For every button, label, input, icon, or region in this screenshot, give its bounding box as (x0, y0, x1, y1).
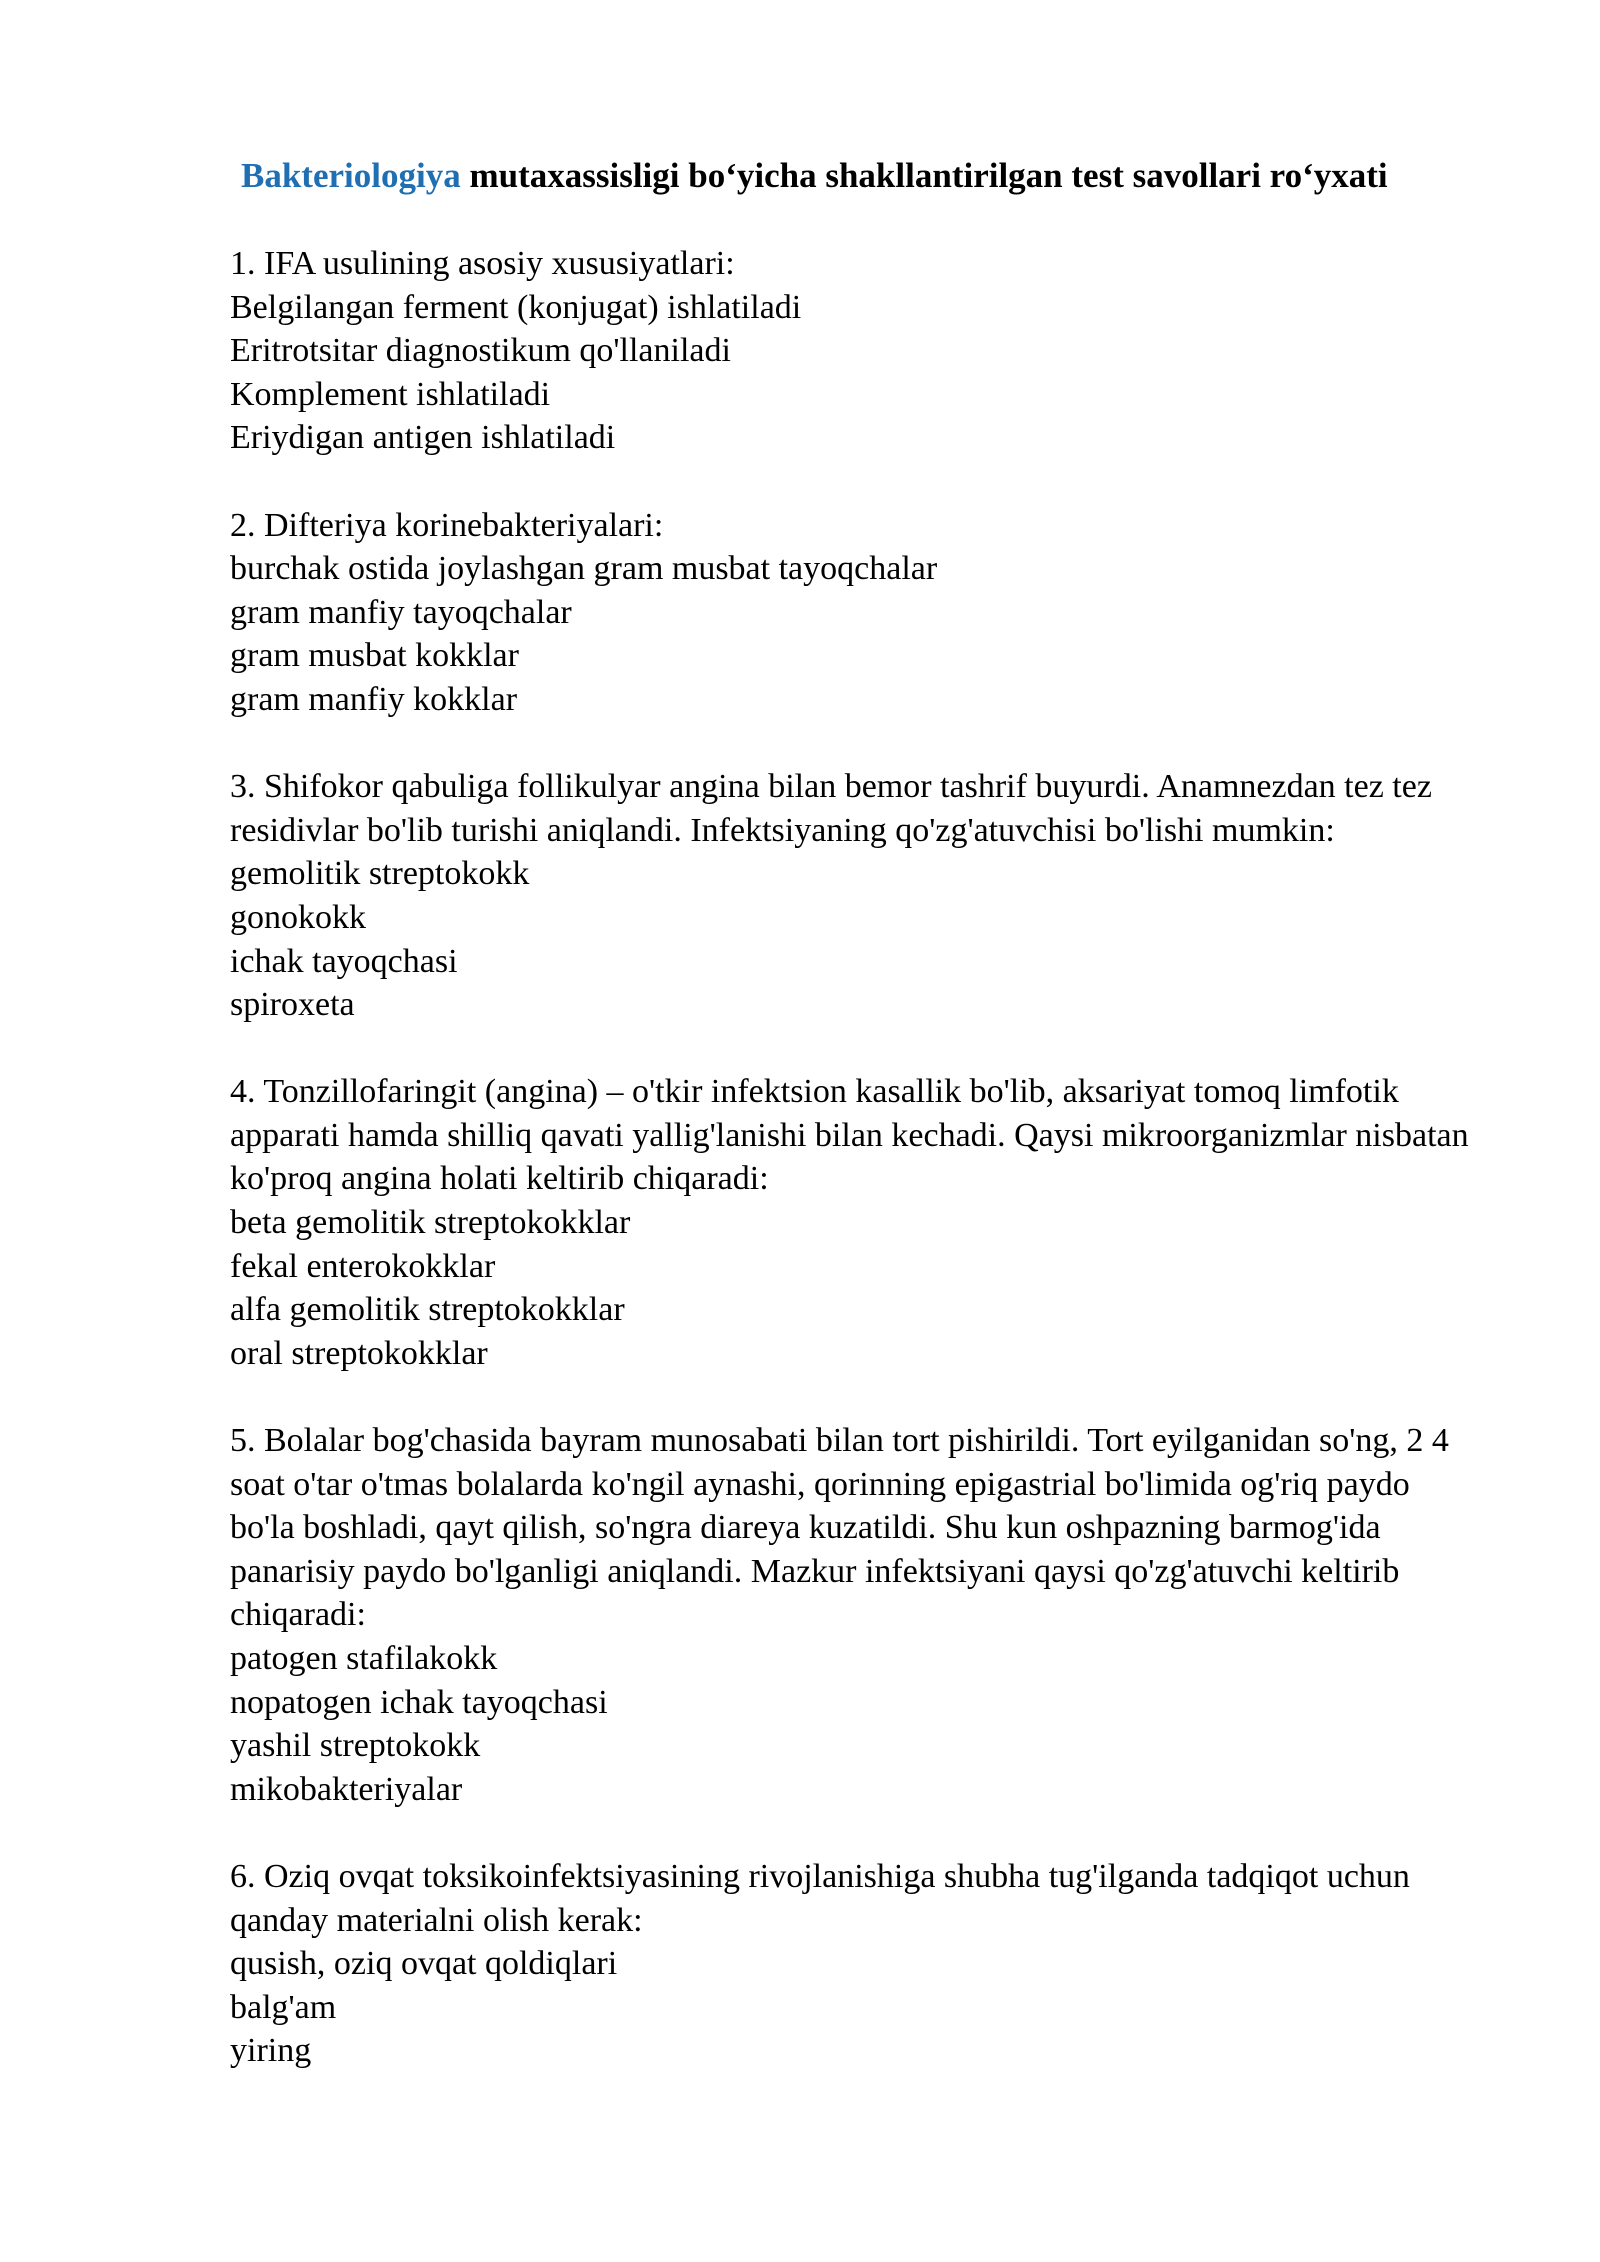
answer-option: alfa gemolitik streptokokklar (230, 1291, 625, 1329)
question-text: 5. Bolalar bog'chasida bayram munosabati bilan tort pishirildi. Tort eyilganidan so'ng, 2 4 soat o'tar o'tmas bolalarda ko'ngil aynashi, qorinning epigastrial bo'limida og'riq paydo bo'la boshladi, qayt qilish, so'ngra diareya kuzatildi. Shu kun oshpazning barmog'ida panarisiy paydo bo'lganligi aniqlandi. Mazkur infektsiyani qaysi qo'zg'atuvchi keltirib chiqaradi: (230, 1422, 1449, 1634)
document-title (241, 150, 1541, 202)
question-1 (230, 242, 1480, 460)
question-text: 4. Tonzillofaringit (angina) – o'tkir infektsion kasallik bo'lib, aksariyat tomoq limfotik apparati hamda shilliq qavati yallig'lanishi bilan kechadi. Qaysi mikroorganizmlar nisbatan ko'proq angina holati keltirib chiqaradi: (230, 1073, 1469, 1198)
question-4 (230, 1070, 1480, 1375)
answer-option: qusish, oziq ovqat qoldiqlari (230, 1945, 618, 1983)
answer-option: Eriydigan antigen ishlatiladi (230, 419, 616, 457)
answer-option: patogen stafilakokk (230, 1640, 498, 1677)
question-2 (230, 504, 1480, 722)
answer-option: gemolitik streptokokk (230, 855, 530, 893)
answer-option: Belgilangan ferment (konjugat) ishlatiladi (230, 288, 802, 326)
answer-option: nopatogen ichak tayoqchasi (230, 1683, 608, 1721)
answer-option: oral streptokokklar (230, 1334, 488, 1372)
question-text: 3. Shifokor qabuliga follikulyar angina bilan bemor tashrif buyurdi. Anamnezdan tez tez residivlar bo'lib turishi aniqlandi. Infektsiyaning qo'zg'atuvchisi bo'lishi mumkin: (230, 768, 1432, 849)
answer-option: spiroxeta (230, 986, 355, 1024)
answer-option: gram musbat kokklar (230, 637, 519, 675)
answer-option: fekal enterokokklar (230, 1247, 496, 1285)
answer-option: Komplement ishlatiladi (230, 375, 551, 413)
answer-option: Eritrotsitar diagnostikum qo'llaniladi (230, 332, 731, 370)
answer-option: balg'am (230, 1988, 337, 2026)
answer-option: gram manfiy tayoqchalar (230, 593, 572, 631)
answer-option: gram manfiy kokklar (230, 680, 518, 718)
answer-option: mikobakteriyalar (230, 1770, 463, 1808)
question-5 (230, 1419, 1480, 1811)
answer-option: yiring (230, 2032, 312, 2070)
answer-option: gonokokk (230, 898, 366, 936)
question-text: 6. Oziq ovqat toksikoinfektsiyasining rivojlanishiga shubha tug'ilganda tadqiqot uchun qanday materialni olish kerak: (230, 1857, 1410, 1939)
question-6 (230, 1855, 1480, 2073)
question-text: 2. Difteriya korinebakteriyalari: (230, 506, 664, 544)
answer-option: yashil streptokokk (230, 1727, 481, 1765)
question-text: 1. IFA usulining asosiy xususiyatlari: (230, 245, 735, 282)
title-accent-word: Bakteriologiya (241, 156, 461, 195)
question-3 (230, 765, 1480, 1027)
answer-option: beta gemolitik streptokokklar (230, 1204, 631, 1242)
question-list (230, 242, 1480, 2117)
title-rest: mutaxassisligi bo‘yicha shakllantirilgan test savollari ro‘yxati (460, 156, 1388, 195)
answer-option: burchak ostida joylashgan gram musbat tayoqchalar (230, 550, 938, 588)
answer-option: ichak tayoqchasi (230, 942, 458, 980)
